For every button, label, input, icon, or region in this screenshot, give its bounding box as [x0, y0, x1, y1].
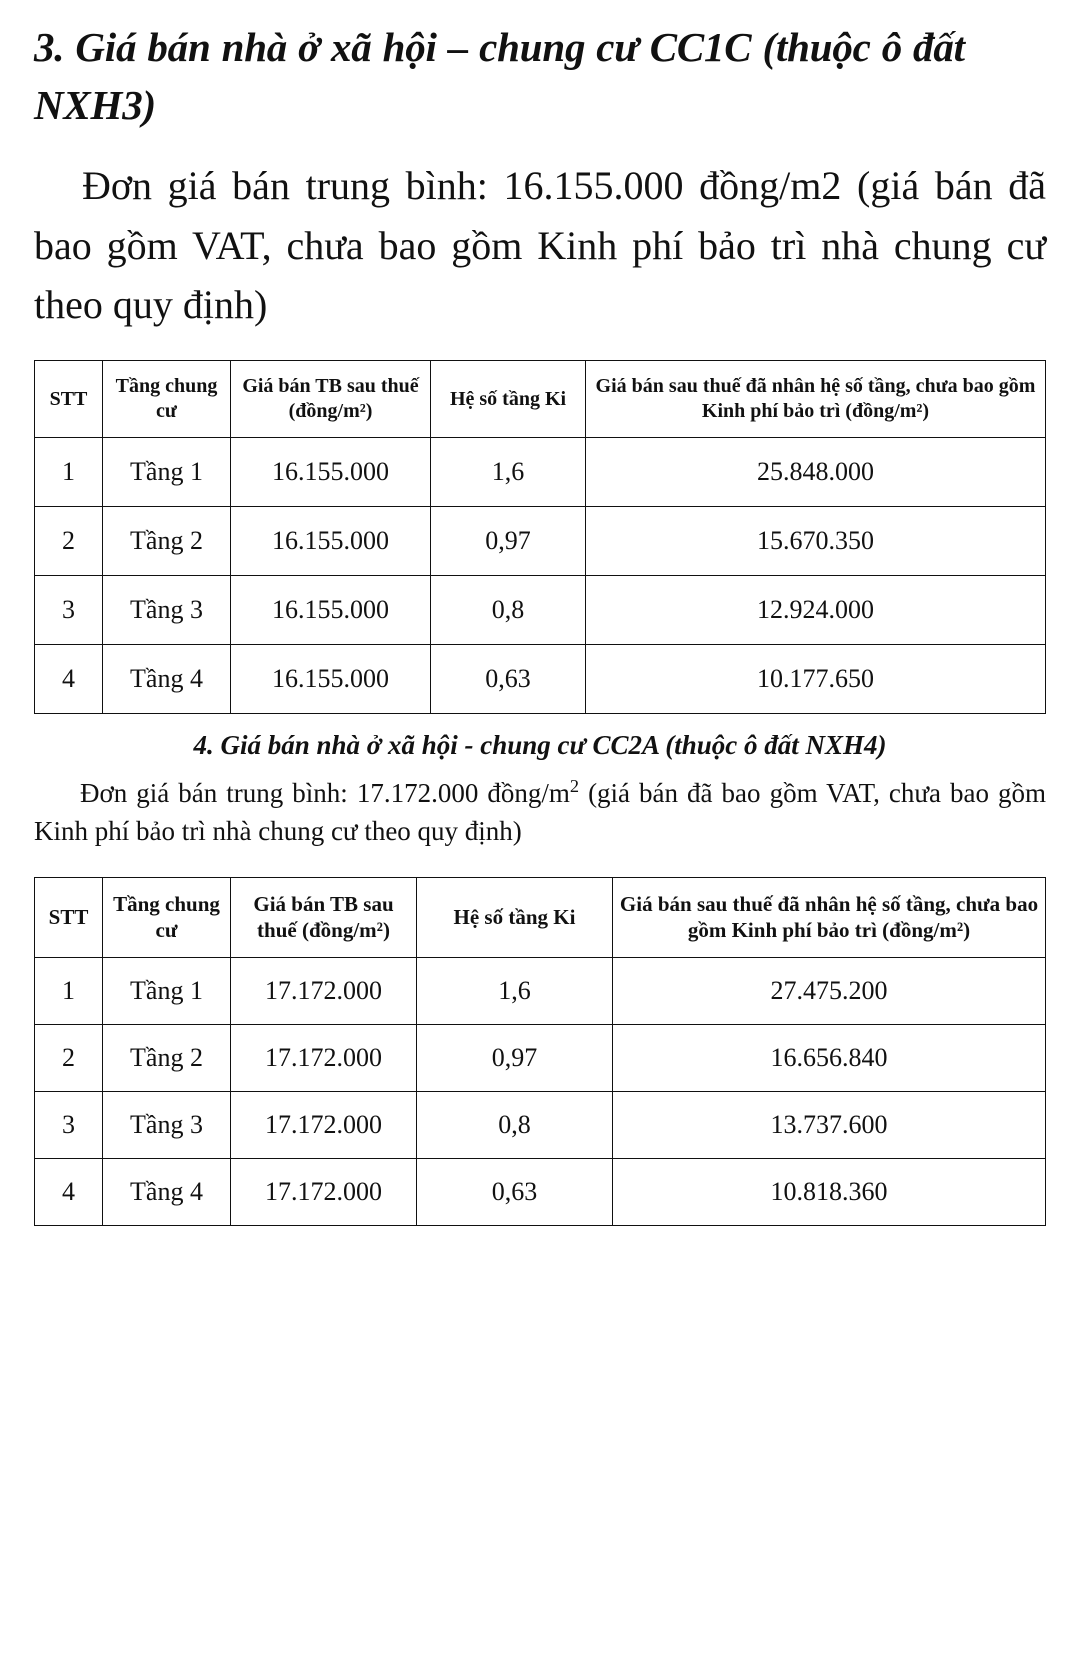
cell-floor: Tầng 2: [103, 1024, 231, 1091]
cell-stt: 1: [35, 957, 103, 1024]
column-header-coefficient: Hệ số tầng Ki: [417, 877, 613, 957]
cell-stt: 4: [35, 1158, 103, 1225]
section-4-paragraph-superscript: 2: [569, 776, 580, 797]
cell-floor: Tầng 3: [103, 1091, 231, 1158]
cell-stt: 3: [35, 576, 103, 645]
cell-stt: 2: [35, 1024, 103, 1091]
cell-final-price: 27.475.200: [613, 957, 1046, 1024]
cell-stt: 2: [35, 507, 103, 576]
table-row: [35, 1024, 1046, 1091]
cell-final-price: 25.848.000: [586, 438, 1046, 507]
price-table-cc1c: [34, 360, 1046, 714]
table-header-row: [35, 877, 1046, 957]
section-3-heading: 3. Giá bán nhà ở xã hội – chung cư CC1C (thuộc ô đất NXH3): [34, 24, 965, 129]
cell-coefficient: 0,97: [431, 507, 586, 576]
cell-final-price: 13.737.600: [613, 1091, 1046, 1158]
cell-coefficient: 1,6: [431, 438, 586, 507]
price-table-cc2a: [34, 877, 1046, 1226]
cell-floor: Tầng 1: [103, 957, 231, 1024]
table-row: [35, 576, 1046, 645]
cell-price: 16.155.000: [231, 576, 431, 645]
table-row: [35, 438, 1046, 507]
cell-coefficient: 0,8: [431, 576, 586, 645]
cell-floor: Tầng 4: [103, 1158, 231, 1225]
cell-price: 16.155.000: [231, 507, 431, 576]
cell-floor: Tầng 2: [103, 507, 231, 576]
table-row: [35, 1158, 1046, 1225]
column-header-stt: STT: [35, 877, 103, 957]
table-row: [35, 645, 1046, 714]
cell-final-price: 10.177.650: [586, 645, 1046, 714]
cell-coefficient: 0,97: [417, 1024, 613, 1091]
cell-final-price: 16.656.840: [613, 1024, 1046, 1091]
cell-final-price: 15.670.350: [586, 507, 1046, 576]
cell-price: 16.155.000: [231, 438, 431, 507]
section-4-paragraph: [34, 773, 1046, 851]
cell-floor: Tầng 4: [103, 645, 231, 714]
column-header-coefficient: Hệ số tầng Ki: [431, 361, 586, 438]
table-header-row: [35, 361, 1046, 438]
cell-price: 16.155.000: [231, 645, 431, 714]
cell-stt: 3: [35, 1091, 103, 1158]
column-header-final-price: Giá bán sau thuế đã nhân hệ số tầng, chưa bao gồm Kinh phí bảo trì (đồng/m²): [586, 361, 1046, 438]
cell-final-price: 12.924.000: [586, 576, 1046, 645]
column-header-floor: Tầng chung cư: [103, 361, 231, 438]
column-header-price: Giá bán TB sau thuế (đồng/m²): [231, 361, 431, 438]
column-header-stt: STT: [35, 361, 103, 438]
cell-stt: 4: [35, 645, 103, 714]
cell-floor: Tầng 1: [103, 438, 231, 507]
cell-coefficient: 0,8: [417, 1091, 613, 1158]
table-row: [35, 1091, 1046, 1158]
section-4-paragraph-part1: Đơn giá bán trung bình: 17.172.000 đồng/m: [80, 778, 570, 809]
cell-coefficient: 1,6: [417, 957, 613, 1024]
cell-price: 17.172.000: [231, 1091, 417, 1158]
table-row: [35, 507, 1046, 576]
cell-final-price: 10.818.360: [613, 1158, 1046, 1225]
section-4-paragraph-part2: (giá bán đã bao gồm VAT, chưa bao gồm Kinh phí bảo trì nhà chung cư theo quy định): [34, 778, 1046, 847]
cell-price: 17.172.000: [231, 1024, 417, 1091]
column-header-final-price: Giá bán sau thuế đã nhân hệ số tầng, chưa bao gồm Kinh phí bảo trì (đồng/m²): [613, 877, 1046, 957]
cell-stt: 1: [35, 438, 103, 507]
section-4-heading: 4. Giá bán nhà ở xã hội - chung cư CC2A (thuộc ô đất NXH4): [193, 730, 887, 760]
cell-floor: Tầng 3: [103, 576, 231, 645]
column-header-price: Giá bán TB sau thuế (đồng/m²): [231, 877, 417, 957]
cell-price: 17.172.000: [231, 1158, 417, 1225]
section-3-paragraph: Đơn giá bán trung bình: 16.155.000 đồng/m2 (giá bán đã bao gồm VAT, chưa bao gồm Kinh phí bảo trì nhà chung cư theo quy định): [34, 163, 1046, 327]
cell-coefficient: 0,63: [417, 1158, 613, 1225]
cell-coefficient: 0,63: [431, 645, 586, 714]
table-row: [35, 957, 1046, 1024]
column-header-floor: Tầng chung cư: [103, 877, 231, 957]
cell-price: 17.172.000: [231, 957, 417, 1024]
